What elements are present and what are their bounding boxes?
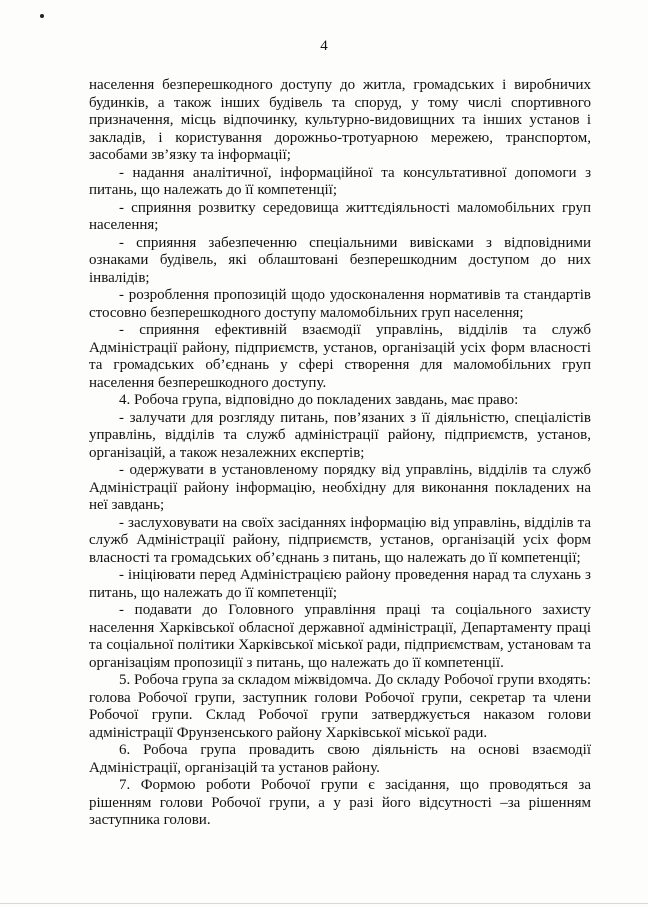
paragraph-3: - сприяння розвитку середовища життєдіяльності маломобільних груп населення; bbox=[89, 199, 591, 233]
paragraph-2: - надання аналітичної, інформаційної та консультативної допомоги з питань, що належать до її компетенції; bbox=[89, 164, 591, 198]
paragraph-9: - одержувати в установленому порядку від управлінь, відділів та служб Адміністрації району інформацію, необхідну для виконання покладених на неї завдань; bbox=[89, 462, 591, 513]
document-body bbox=[89, 77, 591, 830]
paragraph-11: - ініціювати перед Адміністрацією району проведення нарад та слухань з питань, що належать до її компетенції; bbox=[89, 567, 591, 601]
paragraph-1: населення безперешкодного доступу до житла, громадських і виробничих будинків, а також інших будівель та споруд, у тому числі спортивного призначення, місць відпочинку, культурно-видовищних та інших установ і закладів, і користування дорожньо-тротуарною мережею, транспортом, засобами зв’язку та інформації; bbox=[89, 77, 591, 163]
paragraph-8: - залучати для розгляду питань, пов’язаних з її діяльністю, спеціалістів управлінь, відділів та служб адміністрації району, підприємств, установ, організацій, а також незалежних експертів; bbox=[89, 409, 591, 461]
paragraph-13: 5. Робоча група за складом міжвідомча. До складу Робочої групи входять: голова Робочої групи, заступник голови Робочої групи, секретар та члени Робочої групи. Склад Робочої групи затверджується наказом голови адміністрації Фрунзенського району Харківської міської ради. bbox=[89, 672, 591, 741]
paragraph-4: - сприяння забезпеченню спеціальними вивісками з відповідними ознаками будівель, які облаштовані безперешкодним доступом до них інвалідів; bbox=[89, 234, 591, 286]
paragraph-15: 7. Формою роботи Робочої групи є засідання, що проводяться за рішенням голови Робочої групи, а у разі його відсутності –за рішенням заступника голови. bbox=[89, 777, 591, 828]
paragraph-7: 4. Робоча група, відповідно до покладених завдань, має право: bbox=[119, 392, 519, 408]
page-number: 4 bbox=[320, 38, 328, 54]
paragraph-6: - сприяння ефективній взаємодії управлінь, відділів та служб Адміністрації району, підприємств, установ, організацій усіх форм власності та громадських об’єднань у сфері створення для маломобільних груп населення безперешкодного доступу. bbox=[89, 322, 591, 391]
paragraph-12: - подавати до Головного управління праці та соціального захисту населення Харківської обласної державної адміністрації, Департаменту праці та соціальної політики Харківської міської ради, підприємствам, установам та організаціям пропозиції з питань, що належать до її компетенції. bbox=[89, 602, 591, 671]
scan-edge-line bbox=[0, 903, 648, 904]
paragraph-10: - заслуховувати на своїх засіданнях інформацію від управлінь, відділів та служб Адміністрації району, підприємств, установ, організацій усіх форм власності та громадських об’єднань з питань, що належать до її компетенції; bbox=[89, 514, 591, 566]
scan-dot bbox=[40, 14, 44, 18]
paragraph-5: - розроблення пропозицій щодо удосконалення нормативів та стандартів стосовно безперешкодного доступу маломобільних груп населення; bbox=[89, 287, 591, 321]
paragraph-14: 6. Робоча група провадить свою діяльність на основі взаємодії Адміністрації, організацій та установ району. bbox=[89, 742, 591, 776]
